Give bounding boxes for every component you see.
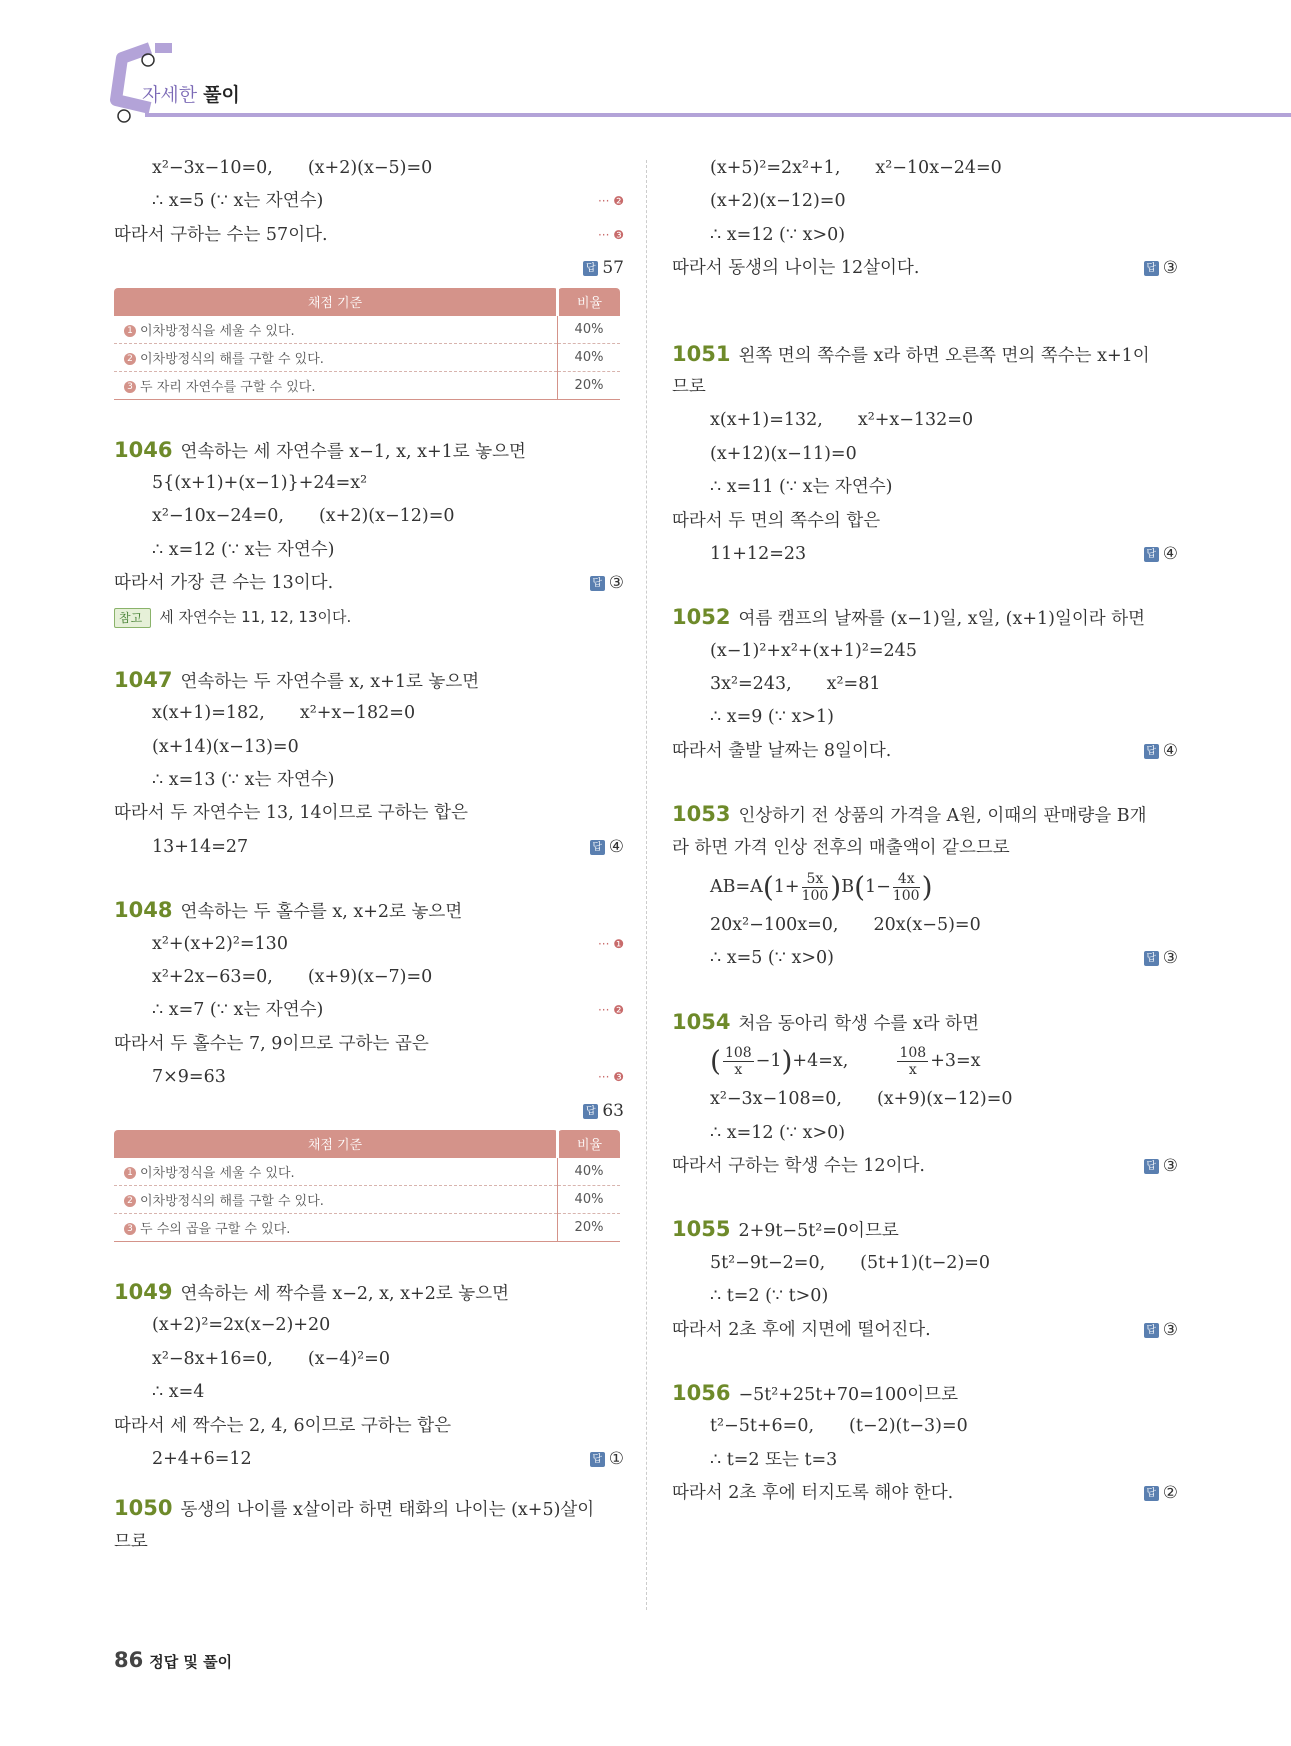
text-line: 따라서 2초 후에 지면에 떨어진다. 답 ③ xyxy=(672,1314,1178,1347)
step-marker: ··· ❸ xyxy=(597,1070,624,1085)
answer-icon: 답 xyxy=(590,840,605,855)
math-line: 7×9=63 ··· ❸ xyxy=(114,1061,624,1094)
text-line: 따라서 출발 날짜는 8일이다. 답 ④ xyxy=(672,735,1178,768)
math-line: 3x²=243, x²=81 xyxy=(710,674,881,695)
answer: 답 ④ xyxy=(1144,735,1178,768)
problem-1049: 1049 연속하는 세 짝수를 x−2, x, x+2로 놓으면 xyxy=(114,1279,510,1304)
math-line: ∴ x=5 (∵ x>0) 답 ③ xyxy=(672,942,1178,975)
answer: 답 ③ xyxy=(1144,942,1178,975)
ratio-header: 비율 xyxy=(558,288,621,316)
fraction: $\frac{4x}{100}$ xyxy=(892,871,920,905)
header-logo-icon xyxy=(0,0,200,130)
math-line: ∴ x=5 (∵ x는 자연수) ··· ❷ xyxy=(114,185,624,218)
math-line: ∴ x=12 (∵ x는 자연수) xyxy=(152,539,335,560)
math-line: t²−5t+6=0, (t−2)(t−3)=0 xyxy=(710,1416,968,1437)
math-line: (x+5)²=2x²+1, x²−10x−24=0 xyxy=(710,158,1002,178)
math-line: 20x²−100x=0, 20x(x−5)=0 xyxy=(710,915,981,936)
text-line: 라 하면 가격 인상 전후의 매출액이 같으므로 xyxy=(672,837,1010,858)
math-line: ( $\frac{108}{x}$ −1)+4=x, $\frac{108}{x}$ +3=x xyxy=(710,1044,981,1079)
math-line: x²−3x−108=0, (x+9)(x−12)=0 xyxy=(710,1089,1013,1110)
answer-icon: 답 xyxy=(1144,547,1159,562)
table-row: 1 이차방정식을 세울 수 있다. 40% xyxy=(114,316,620,344)
math-line: 5t²−9t−2=0, (5t+1)(t−2)=0 xyxy=(710,1252,991,1273)
math-line: (x+12)(x−11)=0 xyxy=(710,443,857,464)
math-line: x(x+1)=132, x²+x−132=0 xyxy=(710,410,974,431)
left-column xyxy=(114,152,624,1559)
step-marker: ··· ❶ xyxy=(597,936,624,951)
math-line: 13+14=27 답 ④ xyxy=(114,831,624,864)
math-line: x²+2x−63=0, (x+9)(x−7)=0 xyxy=(152,967,433,988)
text-line: 따라서 구하는 학생 수는 12이다. 답 ③ xyxy=(672,1150,1178,1183)
answer: 답 ④ xyxy=(1144,538,1178,571)
table-row: 3 두 자리 자연수를 구할 수 있다. 20% xyxy=(114,371,620,399)
right-column xyxy=(672,152,1178,1511)
math-line: 5{(x+1)+(x−1)}+24=x² xyxy=(152,472,368,493)
math-line: 2+4+6=12 답 ① xyxy=(114,1443,624,1476)
math-line: x²−8x+16=0, (x−4)²=0 xyxy=(152,1348,390,1369)
answer: 답 ③ xyxy=(1144,252,1178,285)
answer-icon: 답 xyxy=(1144,1486,1159,1501)
math-line: ∴ x=11 (∵ x는 자연수) xyxy=(710,477,893,498)
answer-icon: 답 xyxy=(583,261,598,276)
answer: 답 ③ xyxy=(590,567,624,600)
column-separator xyxy=(646,160,647,1610)
table-row: 1 이차방정식을 세울 수 있다. 40% xyxy=(114,1158,620,1186)
answer-icon: 답 xyxy=(1144,1159,1159,1174)
answer-icon: 답 xyxy=(590,576,605,591)
table-row: 2 이차방정식의 해를 구할 수 있다. 40% xyxy=(114,1185,620,1213)
ratio-header: 비율 xyxy=(558,1130,621,1158)
fraction: $\frac{108}{x}$ xyxy=(724,1045,752,1079)
problem-1050: 1050 동생의 나이를 x살이라 하면 태화의 나이는 (x+5)살이 xyxy=(114,1496,595,1521)
math-line: x(x+1)=182, x²+x−182=0 xyxy=(152,703,416,724)
answer-icon: 답 xyxy=(1144,261,1159,276)
answer: 답 ③ xyxy=(1144,1314,1178,1347)
text-line: 따라서 가장 큰 수는 13이다. 답 ③ xyxy=(114,567,624,600)
fraction: $\frac{5x}{100}$ xyxy=(801,871,829,905)
answer-icon: 답 xyxy=(583,1104,598,1119)
problem-1046: 1046 연속하는 세 자연수를 x−1, x, x+1로 놓으면 xyxy=(114,437,526,462)
math-line: ∴ t=2 또는 t=3 xyxy=(710,1449,838,1470)
math-line: (x+14)(x−13)=0 xyxy=(152,736,299,757)
problem-1048: 1048 연속하는 두 홀수를 x, x+2로 놓으면 xyxy=(114,898,463,923)
answer: 답 ② xyxy=(1144,1477,1178,1510)
note-tag: 참고 xyxy=(114,608,151,628)
math-line: (x−1)²+x²+(x+1)²=245 xyxy=(710,640,917,661)
answer: 답 ③ xyxy=(1144,1150,1178,1183)
answer-icon: 답 xyxy=(1144,1323,1159,1338)
table-row: 2 이차방정식의 해를 구할 수 있다. 40% xyxy=(114,343,620,371)
header-rule xyxy=(145,113,1291,117)
page-header xyxy=(0,0,1291,130)
problem-1054: 1054 처음 동아리 학생 수를 x라 하면 xyxy=(672,1009,979,1034)
text-line: 따라서 두 자연수는 13, 14이므로 구하는 합은 xyxy=(114,803,468,824)
answer-line xyxy=(114,1095,624,1128)
answer-line xyxy=(114,252,624,285)
math-line: ∴ x=4 xyxy=(152,1382,205,1403)
math-line: x²+(x+2)²=130 ··· ❶ xyxy=(114,928,624,961)
text-line: 므로 xyxy=(114,1531,148,1552)
math-line: x²−10x−24=0, (x+2)(x−12)=0 xyxy=(152,506,455,527)
math-line: ∴ x=12 (∵ x>0) xyxy=(710,1122,846,1143)
note-line: 참고 세 자연수는 11, 12, 13이다. xyxy=(114,601,624,634)
table-row: 3 두 수의 곱을 구할 수 있다. 20% xyxy=(114,1213,620,1241)
answer: 답 57 xyxy=(583,252,624,285)
math-line: ∴ t=2 (∵ t>0) xyxy=(710,1286,829,1307)
answer: 답 ④ xyxy=(590,831,624,864)
text-line: 따라서 구하는 수는 57이다. ··· ❸ xyxy=(114,219,624,252)
grading-table xyxy=(114,288,620,400)
math-line: ∴ x=7 (∵ x는 자연수) ··· ❷ xyxy=(114,994,624,1027)
problem-1056: 1056 −5t²+25t+70=100이므로 xyxy=(672,1380,958,1405)
math-line: x²−3x−10=0, (x+2)(x−5)=0 xyxy=(152,158,433,178)
step-marker: ··· ❷ xyxy=(597,194,624,209)
math-line: ∴ x=13 (∵ x는 자연수) xyxy=(152,770,335,791)
answer: 답 ① xyxy=(590,1443,624,1476)
step-marker: ··· ❷ xyxy=(597,1003,624,1018)
text-line: 따라서 두 면의 쪽수의 합은 xyxy=(672,510,881,531)
problem-1047: 1047 연속하는 두 자연수를 x, x+1로 놓으면 xyxy=(114,667,480,692)
text-line: 따라서 두 홀수는 7, 9이므로 구하는 곱은 xyxy=(114,1033,429,1054)
math-line: ∴ x=12 (∵ x>0) xyxy=(710,224,846,245)
problem-1055: 1055 2+9t−5t²=0이므로 xyxy=(672,1217,899,1242)
math-line: 11+12=23 답 ④ xyxy=(672,538,1178,571)
problem-1051: 1051 왼쪽 면의 쪽수를 x라 하면 오른쪽 면의 쪽수는 x+1이 xyxy=(672,341,1150,366)
math-line: (x+2)(x−12)=0 xyxy=(710,191,846,212)
answer-icon: 답 xyxy=(590,1452,605,1467)
answer: 답 63 xyxy=(583,1095,624,1128)
math-line: (x+2)²=2x(x−2)+20 xyxy=(152,1315,331,1336)
page-number: 86 xyxy=(114,1648,144,1672)
text-line: 따라서 세 짝수는 2, 4, 6이므로 구하는 합은 xyxy=(114,1415,452,1436)
problem-1052: 1052 여름 캠프의 날짜를 (x−1)일, x일, (x+1)일이라 하면 xyxy=(672,605,1146,630)
header-title: 자세한 풀이 xyxy=(142,84,240,106)
math-line: ∴ x=9 (∵ x>1) xyxy=(710,707,834,728)
grading-header: 채점 기준 xyxy=(114,1130,558,1158)
page-footer xyxy=(114,1648,232,1672)
text-line: 따라서 동생의 나이는 12살이다. 답 ③ xyxy=(672,252,1178,285)
text-line: 므로 xyxy=(672,376,706,397)
footer-text: 정답 및 풀이 xyxy=(149,1653,233,1671)
text-line: 따라서 2초 후에 터지도록 해야 한다. 답 ② xyxy=(672,1477,1178,1510)
answer-icon: 답 xyxy=(1144,744,1159,759)
grading-table xyxy=(114,1130,620,1242)
fraction: $\frac{108}{x}$ xyxy=(899,1045,927,1079)
problem-1053: 1053 인상하기 전 상품의 가격을 A원, 이때의 판매량을 B개 xyxy=(672,802,1147,827)
step-marker: ··· ❸ xyxy=(597,227,624,242)
math-line: AB=A(1+ $\frac{5x}{100}$ )B(1− $\frac{4x}{100}$ ) xyxy=(710,870,933,905)
grading-header: 채점 기준 xyxy=(114,288,558,316)
answer-icon: 답 xyxy=(1144,951,1159,966)
